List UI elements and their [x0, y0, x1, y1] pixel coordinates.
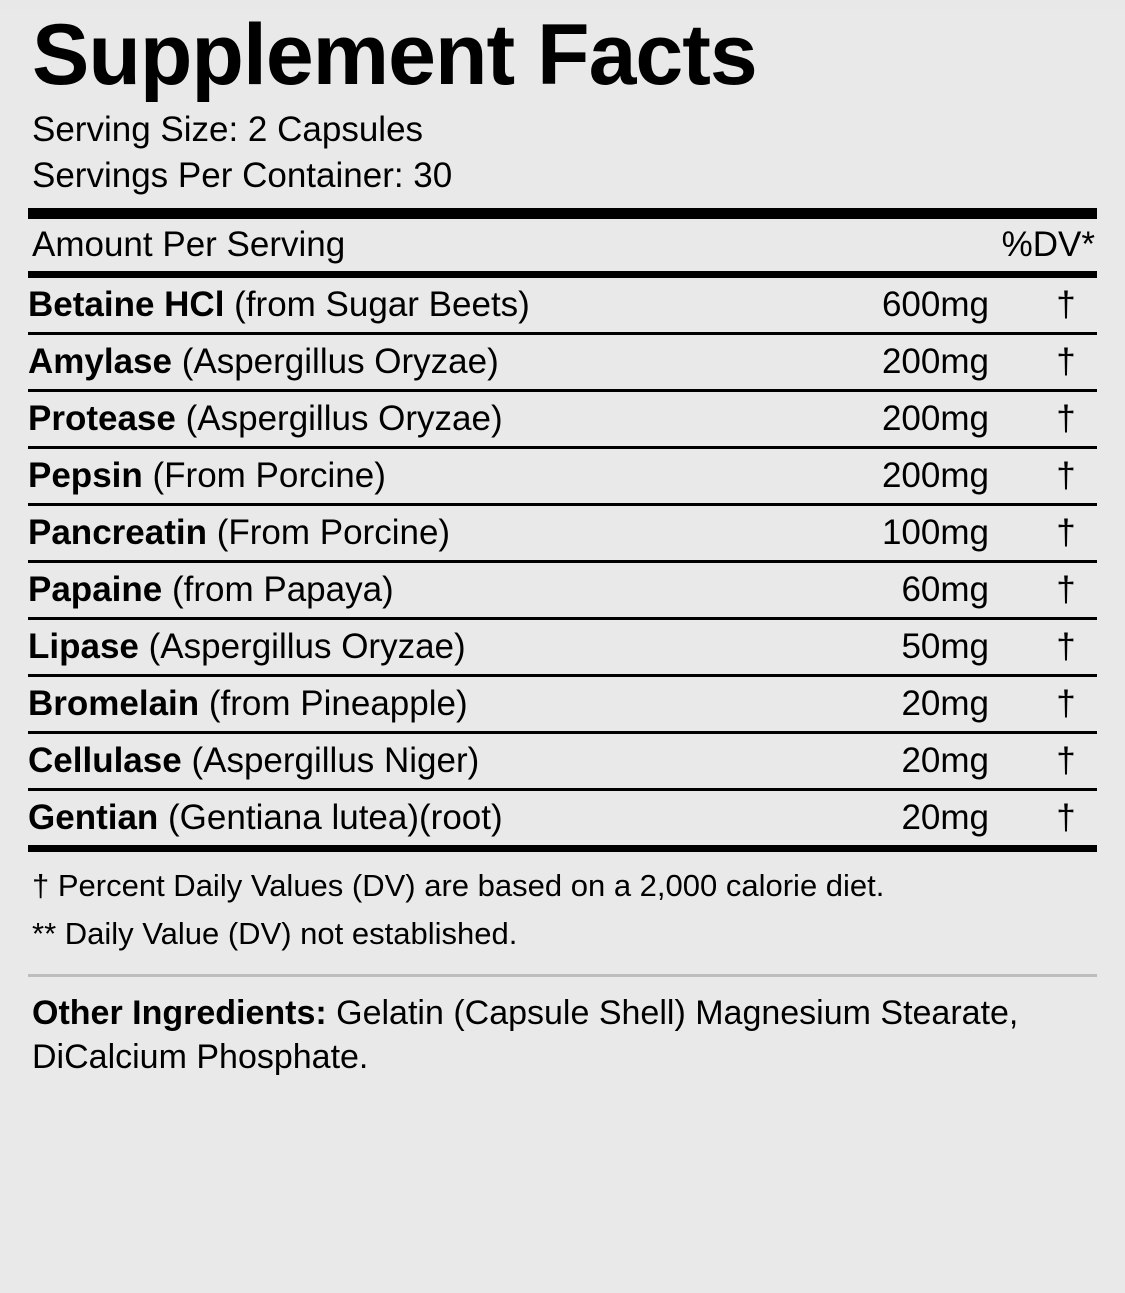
- ingredient-amount: 20mg: [759, 789, 1035, 845]
- ingredient-name: Pepsin: [28, 455, 143, 495]
- ingredient-daily-value: †: [1035, 618, 1097, 675]
- ingredient-daily-value: †: [1056, 284, 1076, 324]
- ingredient-daily-value: †: [1035, 789, 1097, 845]
- ingredient-name: Protease: [28, 398, 176, 438]
- ingredient-name: Gentian: [28, 797, 159, 837]
- ingredient-name: Bromelain: [28, 683, 200, 723]
- ingredient-amount: 20mg: [759, 675, 1035, 732]
- ingredient-name-cell: [28, 333, 759, 390]
- ingredient-name: Cellulase: [28, 740, 182, 780]
- other-ingredients: [28, 977, 1097, 1079]
- serving-size: Serving Size: 2 Capsules: [32, 110, 424, 150]
- other-ingredients-label: Other Ingredients:: [32, 993, 327, 1032]
- ingredient-amount: 600mg: [881, 284, 989, 324]
- ingredient-daily-value: †: [1035, 561, 1097, 618]
- ingredient-name-cell: [28, 278, 759, 334]
- table-row: [28, 789, 1097, 845]
- ingredient-daily-value: †: [1035, 675, 1097, 732]
- footnotes: [28, 852, 1097, 962]
- ingredient-name: Amylase: [28, 341, 172, 381]
- ingredient-name-cell: [28, 732, 759, 789]
- table-row: [28, 333, 1097, 390]
- ingredient-source: (From Porcine): [216, 512, 451, 552]
- ingredient-source: (Aspergillus Niger): [191, 740, 480, 780]
- page-title: Supplement Facts: [32, 7, 757, 103]
- other-ingredients-text: Gelatin (Capsule Shell) Magnesium Stearate, DiCalcium Phosphate.: [32, 993, 1019, 1076]
- ingredient-name-cell: [28, 390, 759, 447]
- ingredient-name: Papaine: [28, 569, 163, 609]
- amount-per-serving-label: Amount Per Serving: [32, 224, 346, 264]
- ingredient-table: [28, 278, 1097, 845]
- ingredient-source: (Aspergillus Oryzae): [185, 398, 503, 438]
- ingredient-name-cell: [28, 447, 759, 504]
- ingredient-name: Lipase: [28, 626, 139, 666]
- ingredient-source: (Aspergillus Oryzae): [148, 626, 466, 666]
- divider-header-bottom: [28, 271, 1097, 278]
- table-row: [28, 504, 1097, 561]
- ingredient-name-cell: [28, 504, 759, 561]
- ingredient-name: Betaine HCl: [28, 284, 225, 324]
- table-row: [28, 390, 1097, 447]
- ingredient-amount: 100mg: [759, 504, 1035, 561]
- ingredient-source: (from Papaya): [171, 569, 394, 609]
- table-row: [28, 732, 1097, 789]
- ingredient-amount: 200mg: [759, 447, 1035, 504]
- ingredient-name: Pancreatin: [28, 512, 207, 552]
- footnote-daily-values: † Percent Daily Values (DV) are based on a 2,000 calorie diet.: [32, 867, 885, 903]
- ingredient-daily-value: †: [1035, 390, 1097, 447]
- ingredient-amount: 60mg: [759, 561, 1035, 618]
- table-row: [28, 278, 1097, 334]
- ingredient-amount: 200mg: [759, 390, 1035, 447]
- table-row: [28, 561, 1097, 618]
- ingredient-daily-value: †: [1035, 447, 1097, 504]
- ingredient-source: (from Sugar Beets): [234, 284, 530, 324]
- ingredient-source: (Aspergillus Oryzae): [181, 341, 499, 381]
- ingredient-name-cell: [28, 561, 759, 618]
- ingredient-source: (From Porcine): [152, 455, 386, 495]
- ingredient-amount: 50mg: [759, 618, 1035, 675]
- amount-per-serving-header: [28, 219, 1097, 271]
- ingredient-daily-value: †: [1035, 333, 1097, 390]
- table-row: [28, 675, 1097, 732]
- ingredient-amount: 20mg: [759, 732, 1035, 789]
- supplement-facts-panel: [0, 7, 1125, 1293]
- ingredient-name-cell: [28, 675, 759, 732]
- ingredient-name-cell: [28, 618, 759, 675]
- ingredient-name-cell: [28, 789, 759, 845]
- ingredient-daily-value: †: [1035, 504, 1097, 561]
- servings-per-container: Servings Per Container: 30: [32, 156, 453, 196]
- ingredient-source: (from Pineapple): [208, 683, 468, 723]
- ingredient-amount: 200mg: [759, 333, 1035, 390]
- footnote-dv-not-established: ** Daily Value (DV) not established.: [32, 915, 518, 951]
- table-row: [28, 618, 1097, 675]
- divider-table-bottom: [28, 845, 1097, 852]
- daily-value-label: %DV*: [1001, 224, 1095, 264]
- ingredient-source: (Gentiana lutea)(root): [168, 797, 503, 837]
- table-row: [28, 447, 1097, 504]
- ingredient-daily-value: †: [1035, 732, 1097, 789]
- divider-top: [28, 208, 1097, 219]
